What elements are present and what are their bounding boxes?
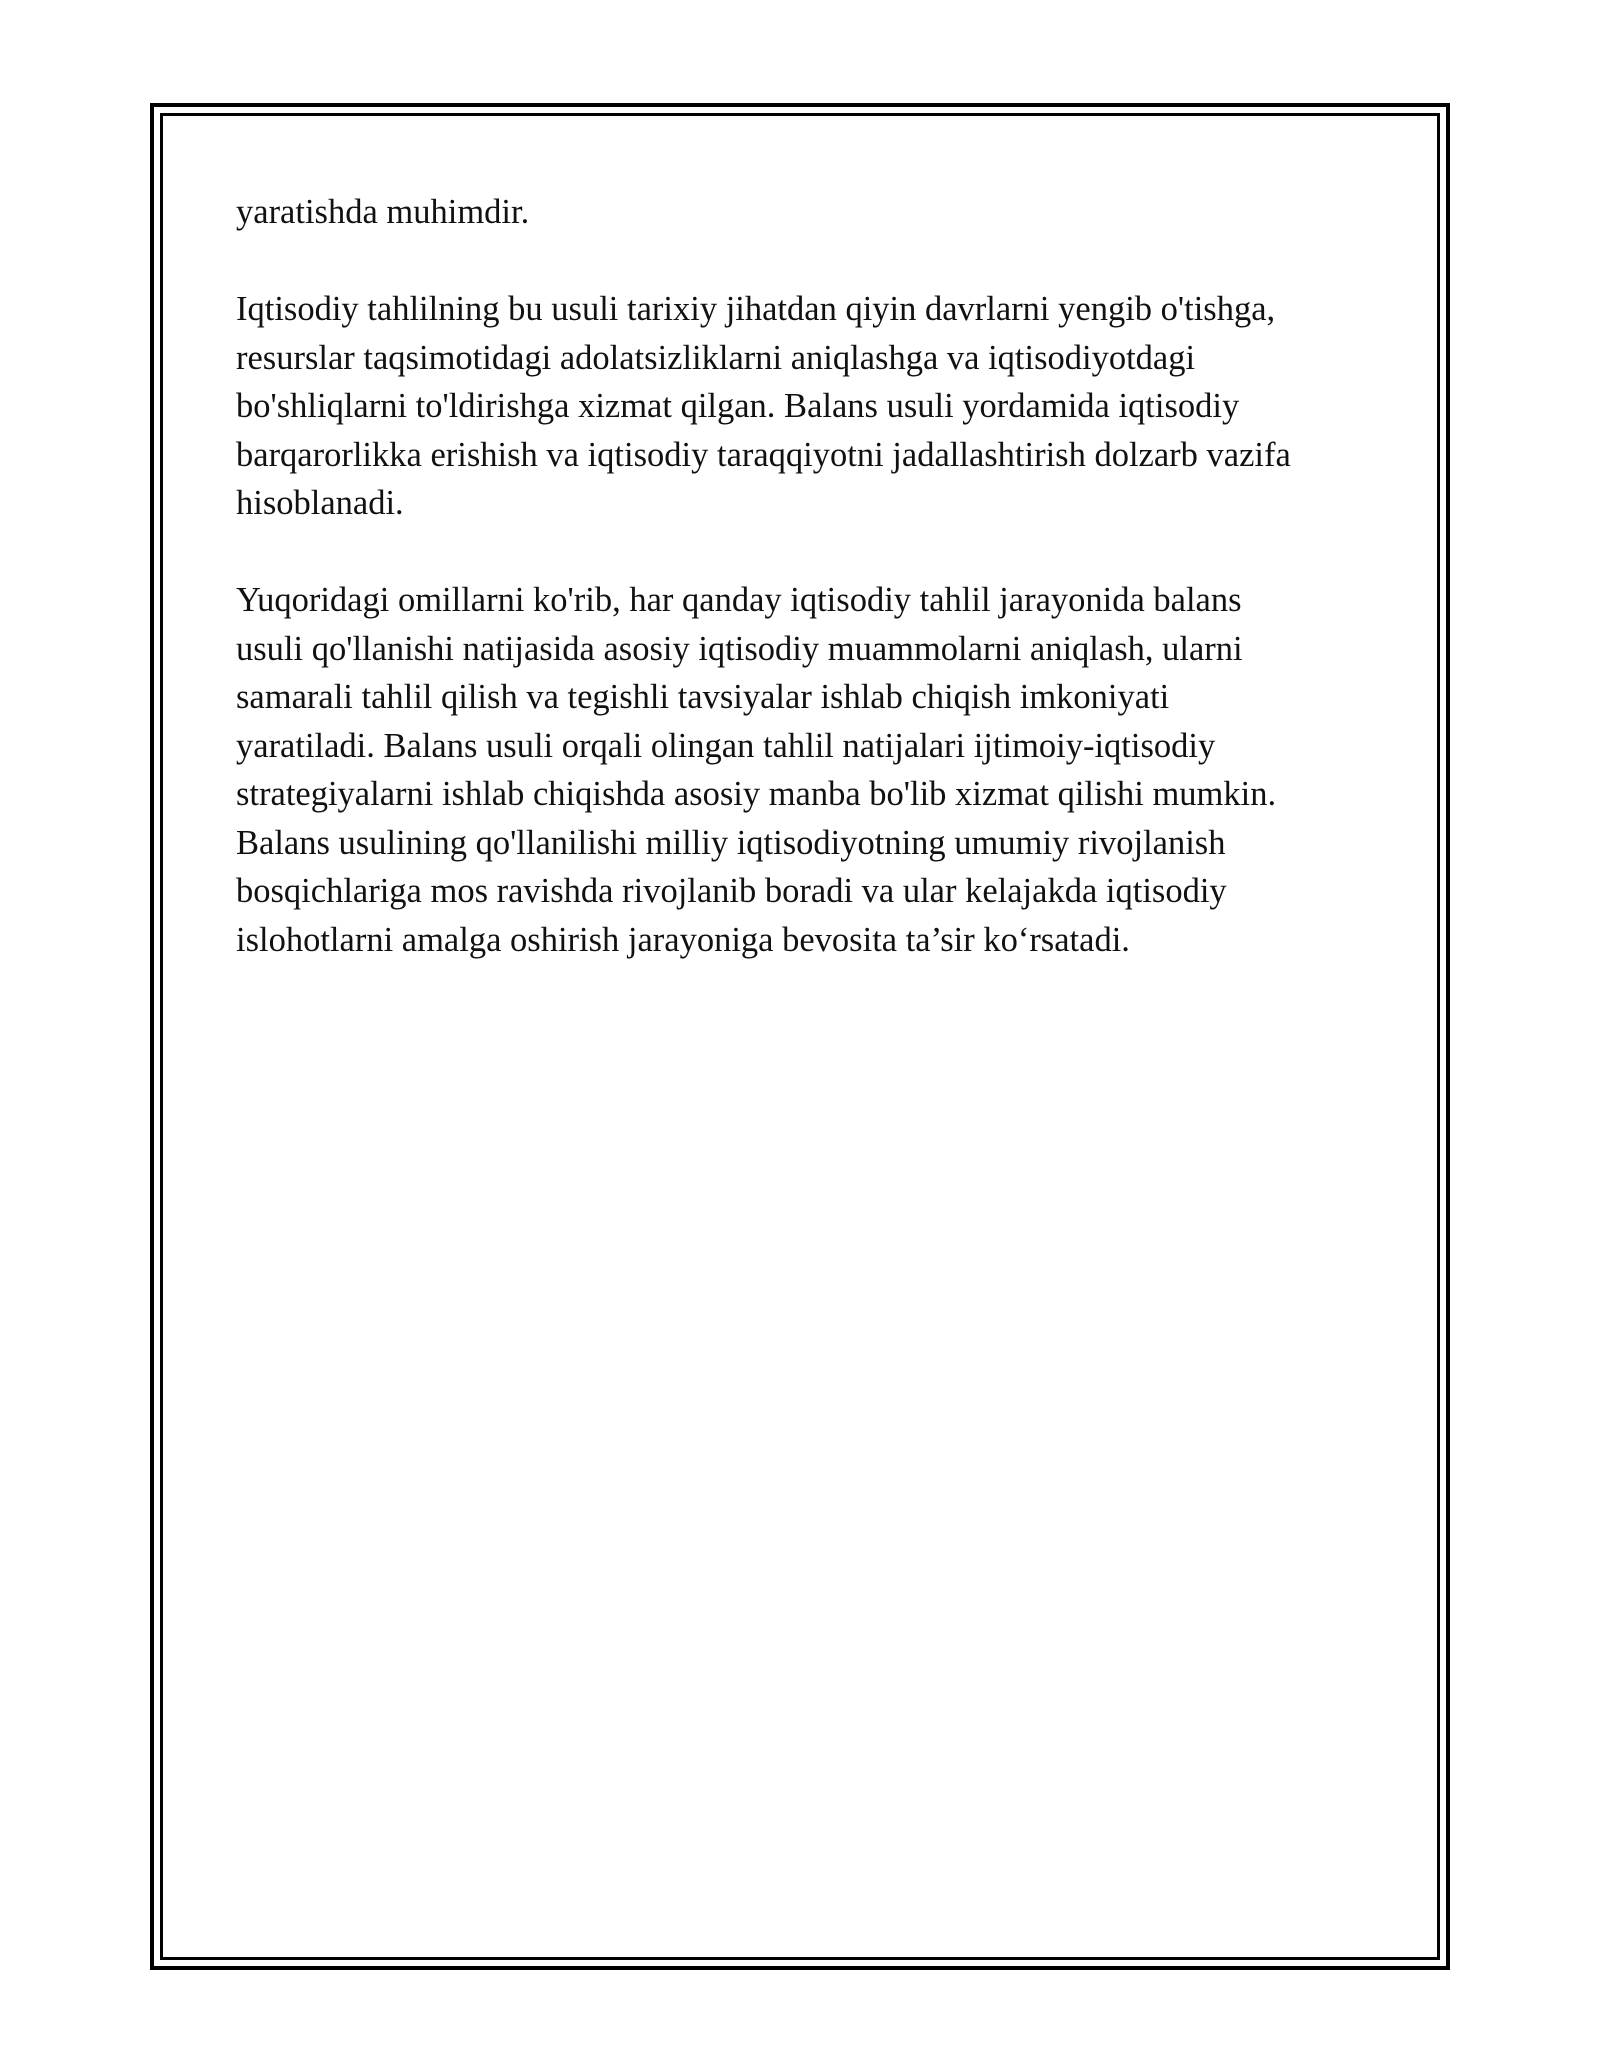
- paragraph-continuation: yaratishda muhimdir.: [236, 193, 530, 231]
- paragraph-conclusion: Yuqoridagi omillarni ko'rib, har qanday iqtisodiy tahlil jarayonida balans usuli qo'llanishi natijasida asosiy iqtisodiy muammolarni aniqlash, ularni samarali tahlil qilish va tegishli tavsiyalar ishlab chiqish imkoniyati yaratiladi. Balans usuli orqali olingan tahlil natijalari ijtimoiy-iqtisodiy strategiyalarni ishlab chiqishda asosiy manba bo'lib xizmat qilishi mumkin. Balans usulining qo'llanilishi milliy iqtisodiyotning umumiy rivojlanish bosqichlariga mos ravishda rivojlanib boradi va ular kelajakda iqtisodiy islohotlarni amalga oshirish jarayoniga bevosita ta’sir ko‘rsatadi.: [236, 581, 1277, 959]
- document-body: [236, 188, 1376, 1013]
- paragraph-historical-role: Iqtisodiy tahlilning bu usuli tarixiy jihatdan qiyin davrlarni yengib o'tishga, resurslar taqsimotidagi adolatsizliklarni aniqlashga va iqtisodiyotdagi bo'shliqlarni to'ldirishga xizmat qilgan. Balans usuli yordamida iqtisodiy barqarorlikka erishish va iqtisodiy taraqqiyotni jadallashtirish dolzarb vazifa hisoblanadi.: [236, 290, 1291, 522]
